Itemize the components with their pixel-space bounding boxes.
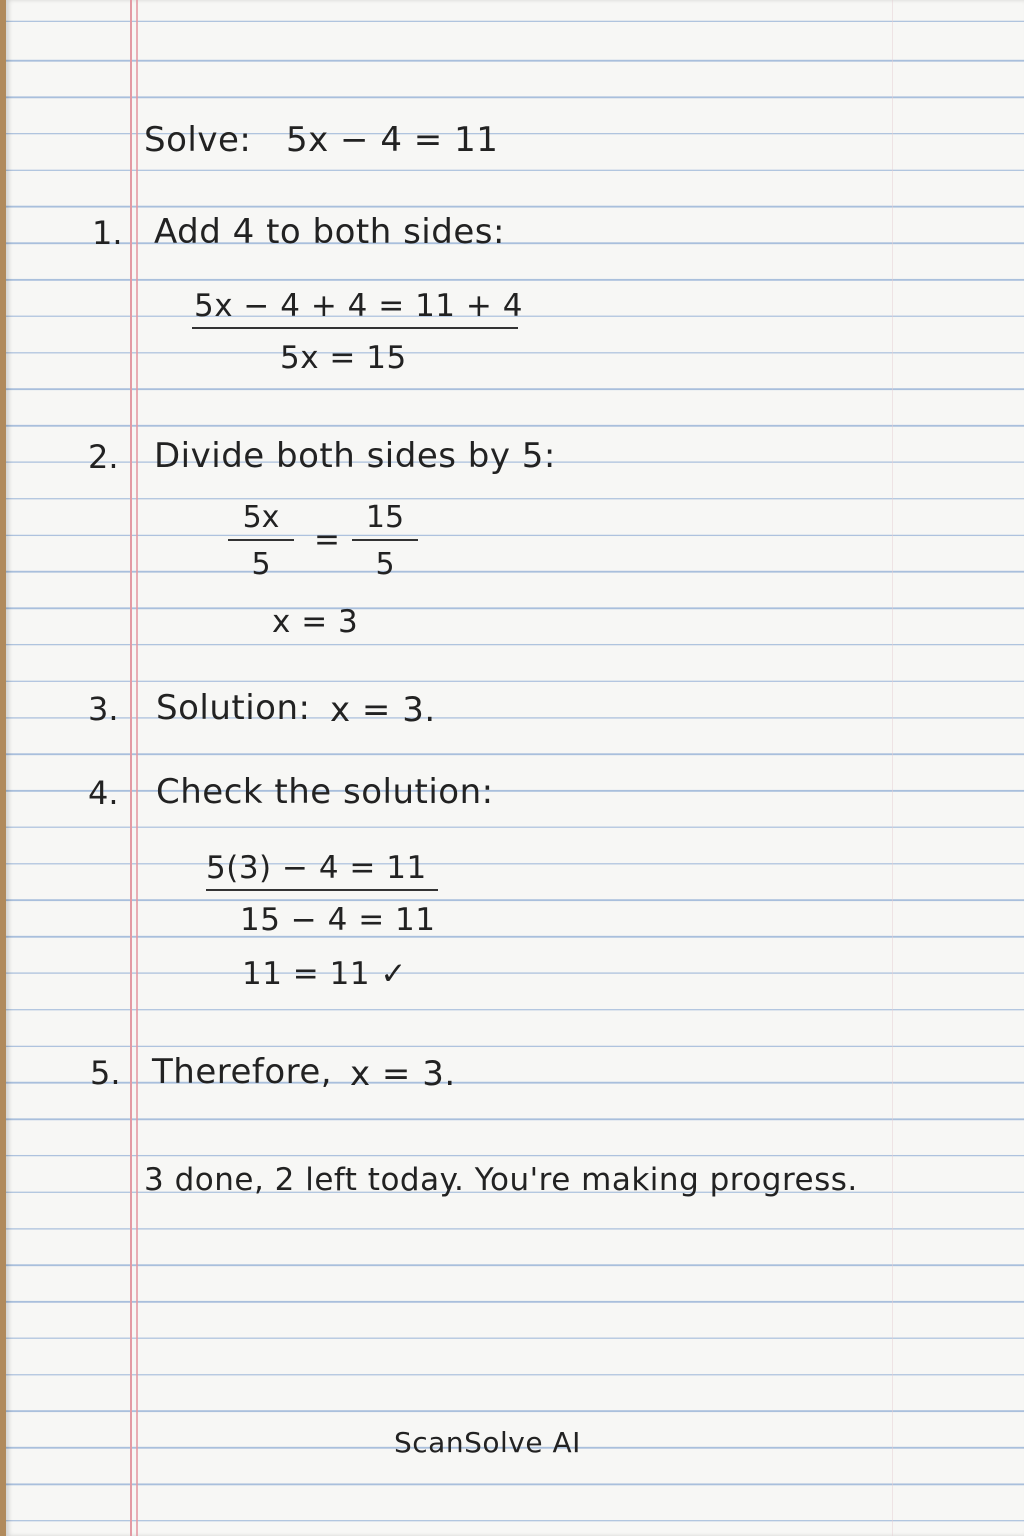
footer-brand: ScanSolve AI [394,1426,581,1459]
problem-equation: 5x − 4 = 11 [286,120,499,160]
fraction-left [228,500,294,582]
step-4-underline [206,889,438,891]
step-1-line-2: 5x = 15 [280,340,407,376]
problem-label: Solve: [144,120,252,160]
step-5-text: Therefore, [152,1052,333,1092]
right-guide-line [892,0,893,1536]
margin-line-secondary [136,0,138,1536]
step-5-value: x = 3. [350,1054,456,1094]
step-3-number: 3. [88,690,119,728]
step-4-line-1: 5(3) − 4 = 11 [206,850,427,886]
step-5-number: 5. [90,1054,121,1092]
step-3-text: Solution: [156,688,311,728]
step-1-underline [192,327,518,329]
margin-line [130,0,132,1536]
step-4-line-2: 15 − 4 = 11 [240,902,436,938]
step-4-text: Check the solution: [156,772,494,812]
progress-note: 3 done, 2 left today. You're making progress. [144,1162,858,1198]
fraction-equals: = [314,522,341,558]
fraction-left-numerator: 5x [228,500,294,541]
fraction-left-denominator: 5 [251,547,271,582]
step-1-number: 1. [92,214,123,252]
step-2-result: x = 3 [272,604,359,640]
step-4-line-3: 11 = 11 ✓ [242,956,407,992]
step-1-text: Add 4 to both sides: [154,212,505,252]
fraction-right [352,500,418,582]
fraction-right-denominator: 5 [375,547,395,582]
step-2-text: Divide both sides by 5: [154,436,556,476]
fraction-right-numerator: 15 [352,500,418,541]
notebook-paper [6,0,1024,1536]
step-3-value: x = 3. [330,690,436,730]
step-4-number: 4. [88,774,119,812]
step-2-number: 2. [88,438,119,476]
step-1-line-1: 5x − 4 + 4 = 11 + 4 [194,288,523,324]
